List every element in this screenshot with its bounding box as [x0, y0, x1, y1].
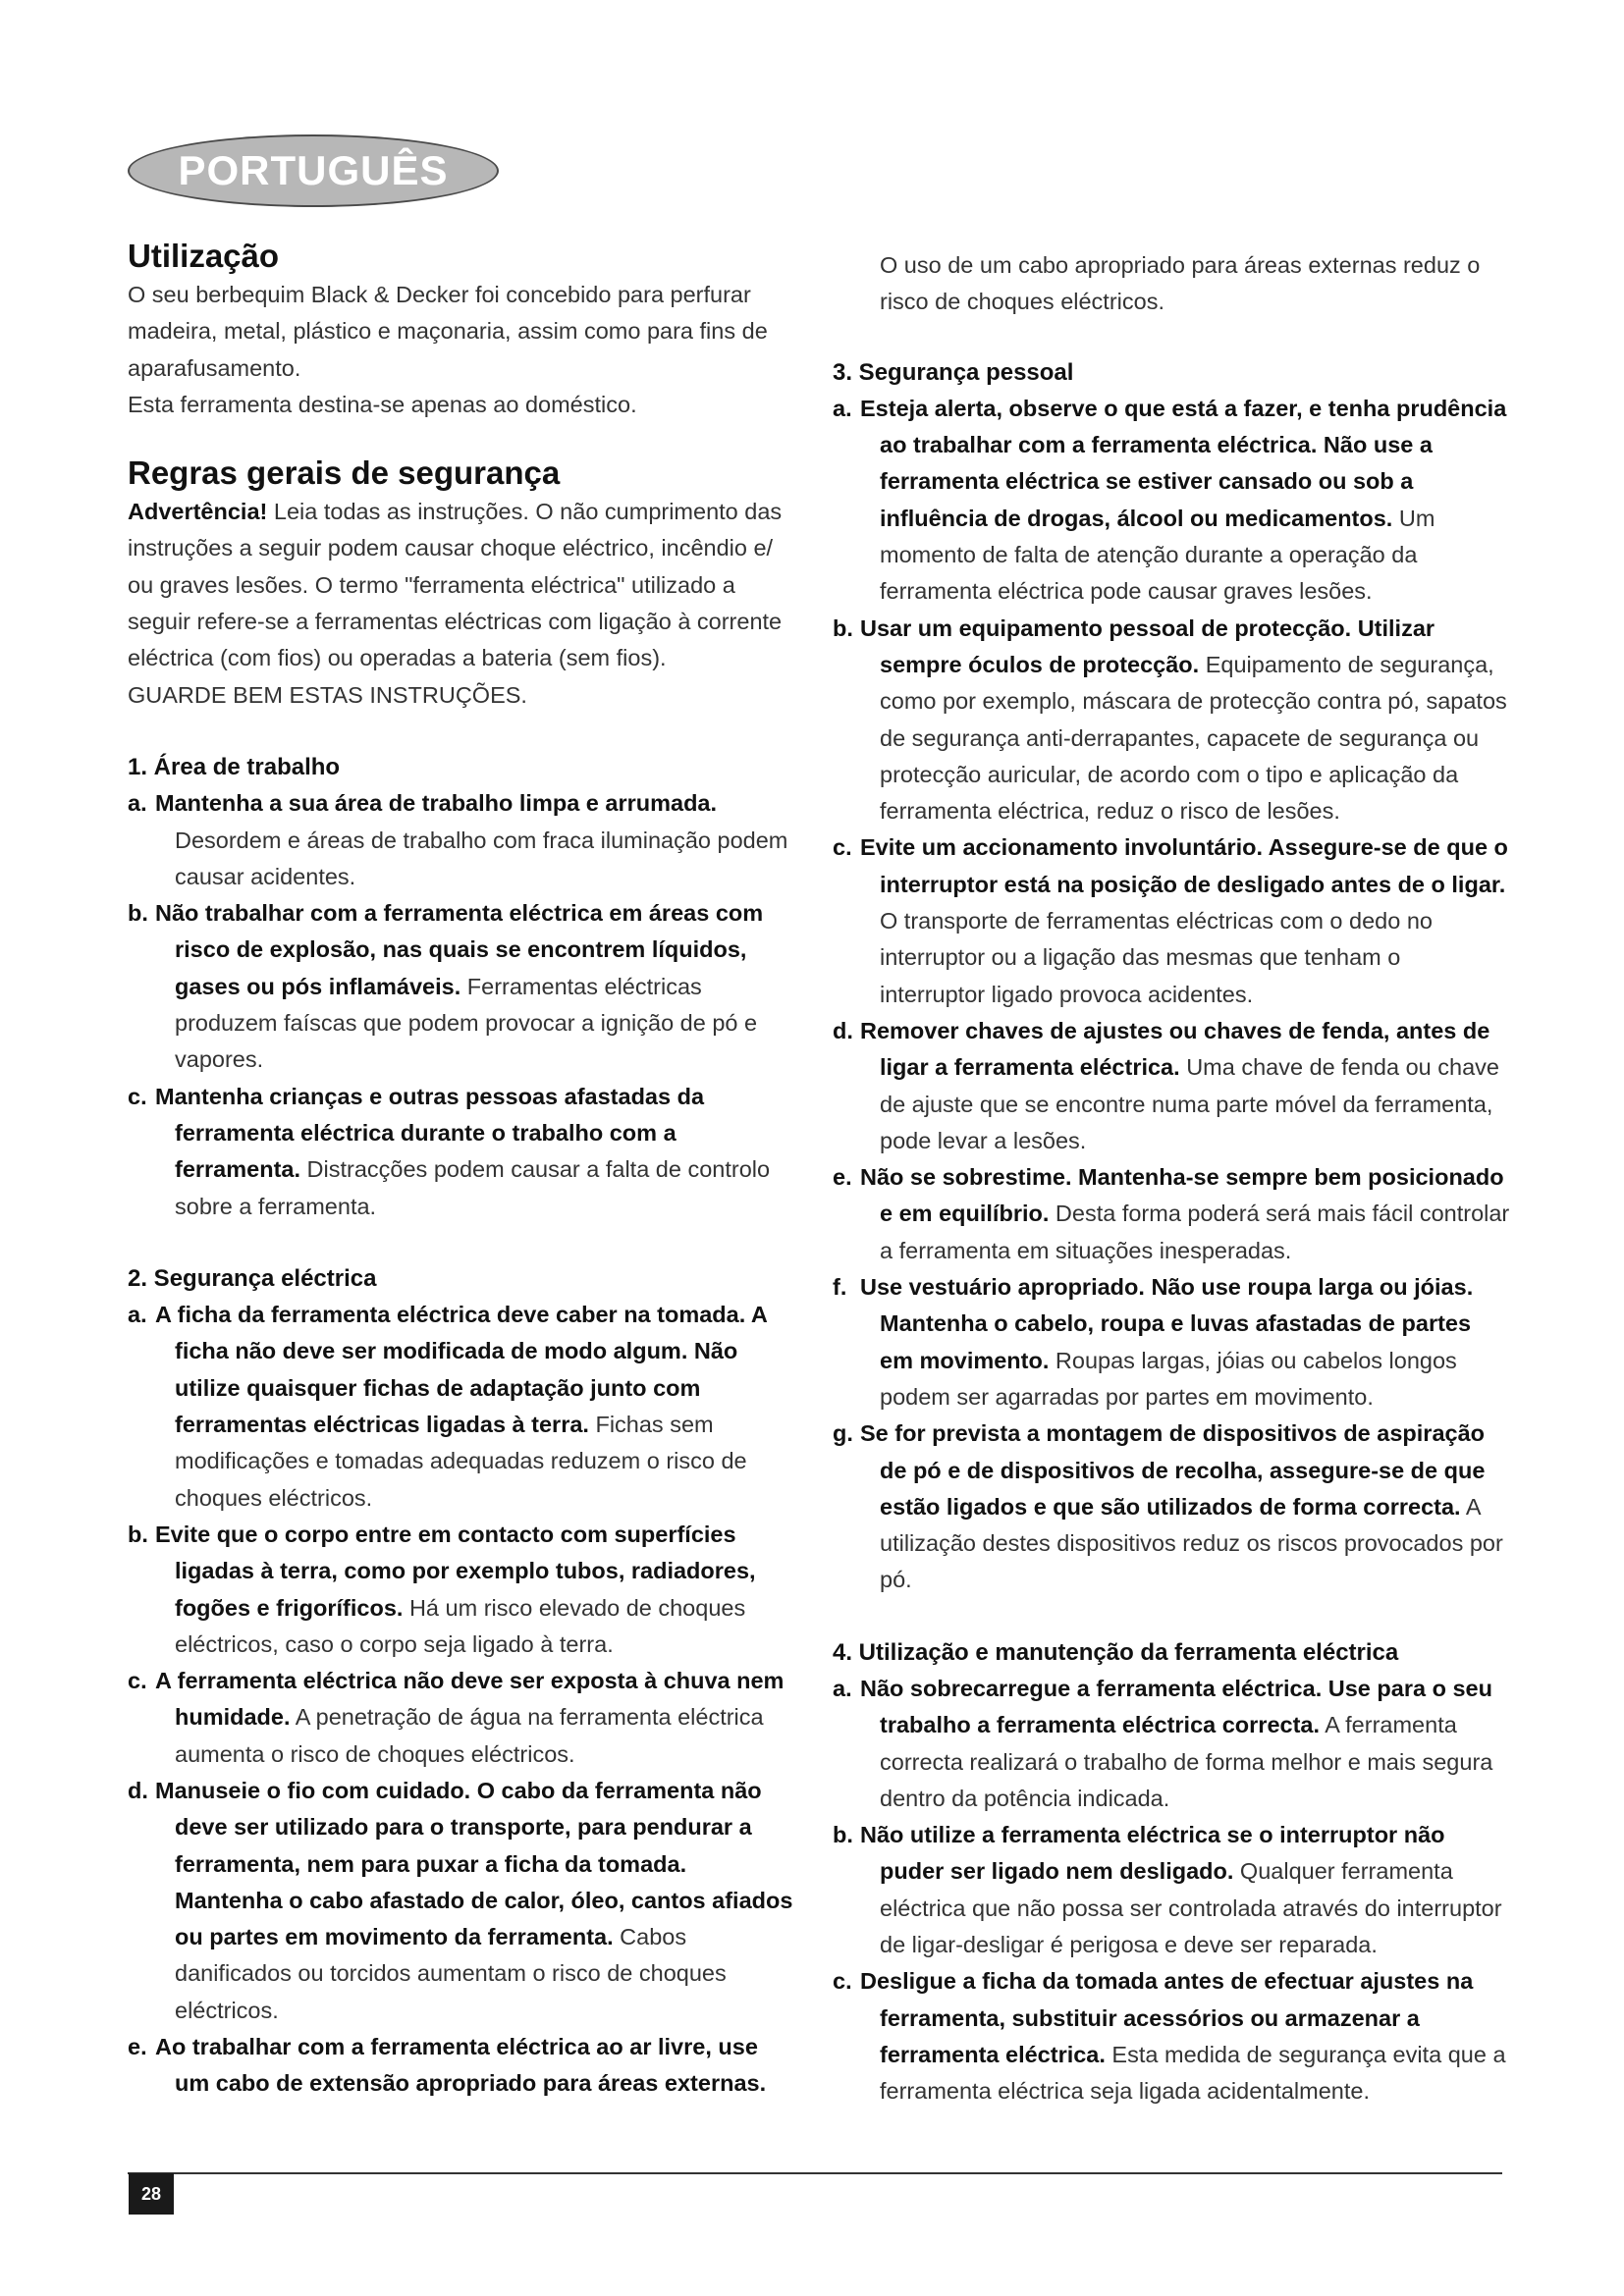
list-item: f. Use vestuário apropriado. Não use roupa larga ou jóias. Mantenha o cabelo, roupa e luvas afastadas de partes em movimento. Roupas largas, jóias ou cabelos longos podem ser agarradas por partes em movimento.	[833, 1274, 1474, 1410]
warning-paragraph	[128, 494, 795, 676]
page-number: 28	[129, 2173, 174, 2215]
list-item: a. Não sobrecarregue a ferramenta eléctrica. Use para o seu trabalho a ferramenta eléctrica correcta. A ferramenta correcta realizará o trabalho de forma melhor e mais segura dentro da potência indicada.	[833, 1675, 1493, 1811]
list-item: a. A ficha da ferramenta eléctrica deve caber na tomada. A ficha não deve ser modificada de modo algum. Não utilize quaisquer fichas de adaptação junto com ferramentas eléctricas ligadas à terra. Fichas sem modificações e tomadas adequadas reduzem o risco de choques eléctricos.	[128, 1302, 768, 1511]
section-heading-work-area: 1. Área de trabalho	[128, 753, 341, 780]
list-item: b. Usar um equipamento pessoal de protecção. Utilizar sempre óculos de protecção. Equipamento de segurança, como por exemplo, máscara de protecção contra pó, sapatos de segurança anti-derrapantes, capacete de segurança ou protecção auricular, de acordo com o tipo e aplicação da ferramenta eléctrica, reduz o risco de lesões.	[833, 614, 1507, 825]
right-column	[833, 247, 1510, 2110]
usage-paragraph: O seu berbequim Black & Decker foi concebido para perfurar madeira, metal, plástico e maçonaria, assim como para fins de aparafusamento.	[128, 282, 768, 381]
left-column	[128, 236, 795, 2103]
list-item: a. Mantenha a sua área de trabalho limpa e arrumada. Desordem e áreas de trabalho com fraca iluminação podem causar acidentes.	[128, 790, 788, 889]
list-item: c. A ferramenta eléctrica não deve ser exposta à chuva nem humidade. A penetração de água na ferramenta eléctrica aumenta o risco de choques eléctricos.	[128, 1668, 785, 1767]
list-item: c. Desligue a ficha da tomada antes de efectuar ajustes na ferramenta, substituir acessórios ou armazenar a ferramenta eléctrica. Esta medida de segurança evita que a ferramenta eléctrica seja ligada acidentalmente.	[833, 1968, 1506, 2105]
usage-paragraph-2: Esta ferramenta destina-se apenas ao doméstico.	[128, 391, 637, 417]
footer-divider	[128, 2172, 1502, 2174]
list-item: g. Se for prevista a montagem de dispositivos de aspiração de pó e de dispositivos de recolha, assegure-se de que estão ligados e que são utilizados de forma correcta. A utilização destes dispositivos reduz os riscos provocados por pó.	[833, 1420, 1503, 1593]
usage-heading: Utilização	[128, 238, 280, 274]
list-item: b. Evite que o corpo entre em contacto com superfícies ligadas à terra, como por exemplo tubos, radiadores, fogões e frigoríficos. Há um risco elevado de choques eléctricos, caso o corpo seja ligado à terra.	[128, 1521, 756, 1657]
warning-text: Leia todas as instruções. O não cumprimento das instruções a seguir podem causar choque eléctrico, incêndio e/ ou graves lesões. O termo "ferramenta eléctrica" utilizado a seguir refere-se a ferramentas eléctricas com ligação à corrente eléctrica (com fios) ou operadas a bateria (sem fios).	[128, 499, 783, 671]
list-item-continuation: O uso de um cabo apropriado para áreas externas reduz o risco de choques eléctricos.	[880, 252, 1481, 315]
list-item: d. Remover chaves de ajustes ou chaves de fenda, antes de ligar a ferramenta eléctrica. Uma chave de fenda ou chave de ajuste que se encontre numa parte móvel da ferramenta, pode levar a lesões.	[833, 1017, 1499, 1153]
section-heading-personal-safety: 3. Segurança pessoal	[833, 358, 1074, 386]
keep-instructions: GUARDE BEM ESTAS INSTRUÇÕES.	[128, 681, 527, 708]
language-label: PORTUGUÊS	[178, 147, 449, 193]
list-item: e. Ao trabalhar com a ferramenta eléctrica ao ar livre, use um cabo de extensão apropriado para áreas externas.	[128, 2034, 767, 2097]
list-item: a. Esteja alerta, observe o que está a fazer, e tenha prudência ao trabalhar com a ferramenta eléctrica. Não use a ferramenta eléctrica se estiver cansado ou sob a influência de drogas, álcool ou medicamentos. Um momento de falta de atenção durante a operação da ferramenta eléctrica pode causar graves lesões.	[833, 395, 1507, 605]
list-item: e. Não se sobrestime. Mantenha-se sempre bem posicionado e em equilíbrio. Desta forma poderá será mais fácil controlar a ferramenta em situações inesperadas.	[833, 1164, 1510, 1263]
list-item: b. Não utilize a ferramenta eléctrica se o interruptor não puder ser ligado nem desligado. Qualquer ferramenta eléctrica que não possa ser controlada através do interruptor de ligar-desligar é perigosa e deve ser reparada.	[833, 1822, 1502, 1958]
language-badge	[128, 134, 499, 207]
section-heading-tool-use: 4. Utilização e manutenção da ferramenta eléctrica	[833, 1638, 1399, 1666]
safety-rules-heading: Regras gerais de segurança	[128, 454, 561, 492]
list-item: c. Evite um accionamento involuntário. Assegure-se de que o interruptor está na posição de desligado antes de o ligar. O transporte de ferramentas eléctricas com o dedo no interruptor ou a ligação das mesmas que tenham o interruptor ligado provoca acidentes.	[833, 834, 1508, 1007]
list-item: d. Manuseie o fio com cuidado. O cabo da ferramenta não deve ser utilizado para o transporte, para pendurar a ferramenta, nem para puxar a ficha da tomada. Mantenha o cabo afastado de calor, óleo, cantos afiados ou partes em movimento da ferramenta. Cabos danificados ou torcidos aumentam o risco de choques eléctricos.	[128, 1777, 793, 2023]
warning-label: Advertência!	[128, 499, 268, 525]
list-item: c. Mantenha crianças e outras pessoas afastadas da ferramenta eléctrica durante o trabalho com a ferramenta. Distracções podem causar a falta de controlo sobre a ferramenta.	[128, 1083, 771, 1219]
section-heading-electrical-safety: 2. Segurança eléctrica	[128, 1264, 377, 1292]
list-item: b. Não trabalhar com a ferramenta eléctrica em áreas com risco de explosão, nas quais se encontrem líquidos, gases ou pós inflamáveis. Ferramentas eléctricas produzem faíscas que podem provocar a ignição de pó e vapores.	[128, 900, 764, 1073]
